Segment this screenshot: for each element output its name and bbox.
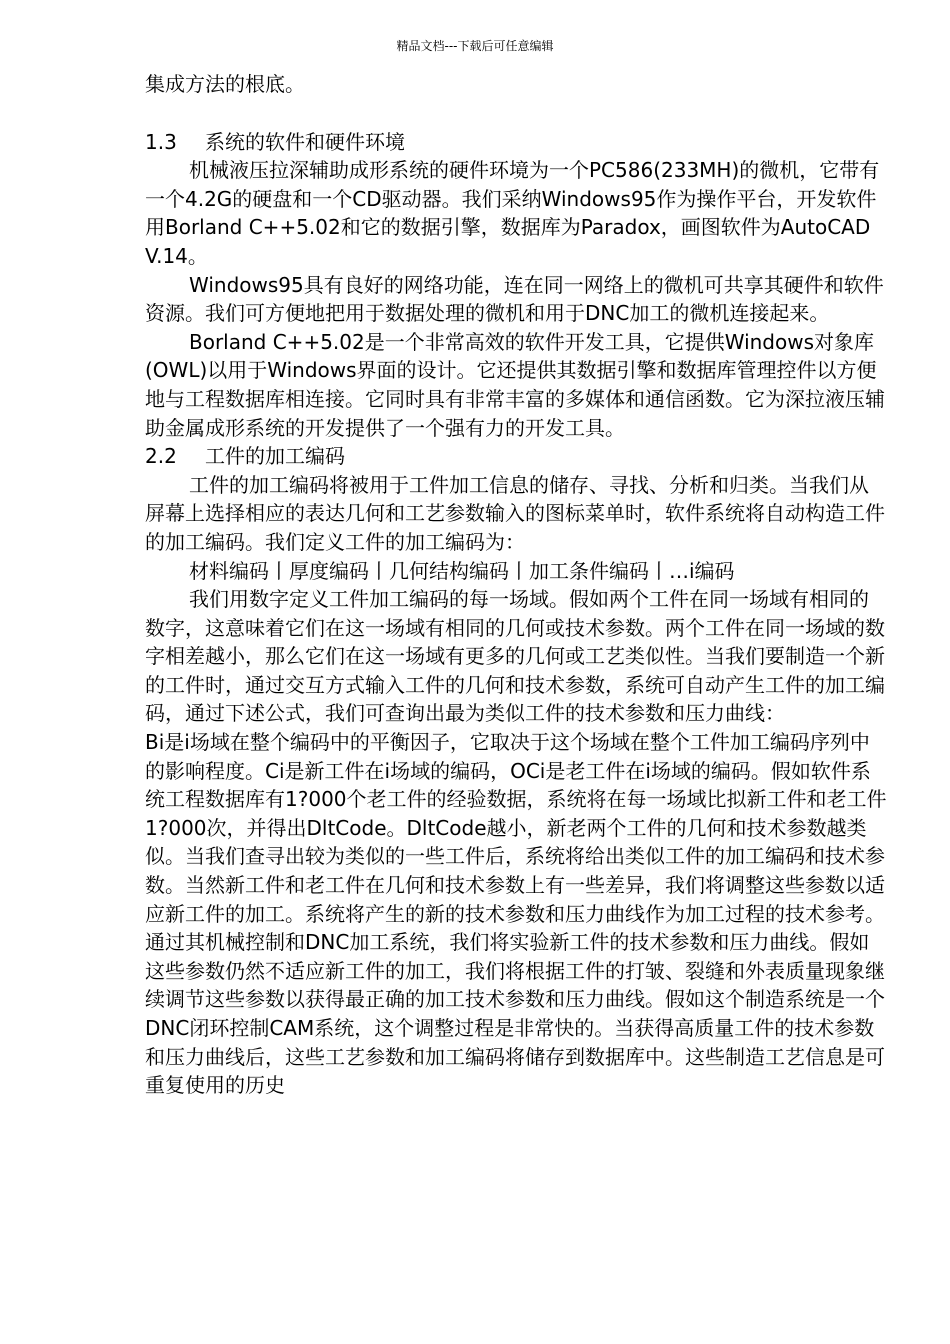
paragraph-hardware: 机械液压拉深辅助成形系统的硬件环境为一个PC586(233MH)的微机，它带有一个4.2G的硬盘和一个CD驱动器。我们采纳Windows95作为操作平台，开发软件用Borland C++5.02和它的数据引擎，数据库为Paradox，画图软件为AutoCAD V.14。 <box>145 158 880 268</box>
section-title: 系统的软件和硬件环境 <box>205 129 405 154</box>
paragraph-balance-factor: Bi是i场域在整个编码中的平衡因子，它取决于这个场域在整个工件加工编码序列中的影响程度。Ci是新工件在i场域的编码，OCi是老工件在i场域的编码。假如软件系统工程数据库有1?000个老工件的经验数据，系统将在每一场域比拟新工件和老工件1?000次，并得出DltCode。DltCode越小，新老两个工件的几何和技术参数越类似。当我们查寻出较为类似的一些工件后，系统将给出类似工件的加工编码和技术参数。当然新工件和老工件在几何和技术参数上有一些差异，我们将调整这些参数以适应新工件的加工。系统将产生的新的技术参数和压力曲线作为加工过程的技术参考。通过其机械控制和DNC加工系统，我们将实验新工件的技术参数和压力曲线。假如这些参数仍然不适应新工件的加工，我们将根据工件的打皱、裂缝和外表质量现象继续调节这些参数以获得最正确的加工技术参数和压力曲线。假如这个制造系统是一个DNC闭环控制CAM系统，这个调整过程是非常快的。当获得高质量工件的技术参数和压力曲线后，这些工艺参数和加工编码将储存到数据库中。这些制造工艺信息是可重复使用的历史 <box>145 730 887 1098</box>
section-heading-2-2 <box>145 442 887 471</box>
paragraph-network: Windows95具有良好的网络功能，连在同一网络上的微机可共享其硬件和软件资源。我们可方便地把用于数据处理的微机和用于DNC加工的微机连接起来。 <box>145 272 884 326</box>
document-body <box>145 70 887 1100</box>
paragraph-coding-intro: 工件的加工编码将被用于工件加工信息的储存、寻找、分析和归类。当我们从屏幕上选择相应的表达几何和工艺参数输入的图标菜单时，软件系统将自动构造工件的加工编码。我们定义工件的加工编码为： <box>145 472 885 554</box>
paragraph-coding-fields: 我们用数字定义工件加工编码的每一场域。假如两个工件在同一场域有相同的数字，这意味着它们在这一场域有相同的几何或技术参数。两个工件在同一场域的数字相差越小，那么它们在这一场域有更多的几何或工艺类似性。当我们要制造一个新的工件时，通过交互方式输入工件的几何和技术参数，系统可自动产生工件的加工编码，通过下述公式，我们可查询出最为类似工件的技术参数和压力曲线： <box>145 587 885 726</box>
paragraph-continuation: 集成方法的根底。 <box>145 72 305 96</box>
section-title: 工件的加工编码 <box>205 444 345 469</box>
page-header: 精品文档---下载后可任意编辑 <box>396 39 554 53</box>
section-heading-1-3 <box>145 128 887 157</box>
coding-formula: 材料编码丨厚度编码丨几何结构编码丨加工条件编码丨…i编码 <box>189 558 735 583</box>
section-number: 2.2 <box>145 444 177 469</box>
section-number: 1.3 <box>145 129 177 154</box>
paragraph-spacer <box>145 99 887 128</box>
paragraph-borland: Borland C++5.02是一个非常高效的软件开发工具，它提供Windows对象库(OWL)以用于Windows界面的设计。它还提供其数据引擎和数据库管理控件以方便地与工程数据库相连接。它同时具有非常丰富的多媒体和通信函数。它为深拉液压辅助金属成形系统的开发提供了一个强有力的开发工具。 <box>145 329 885 440</box>
